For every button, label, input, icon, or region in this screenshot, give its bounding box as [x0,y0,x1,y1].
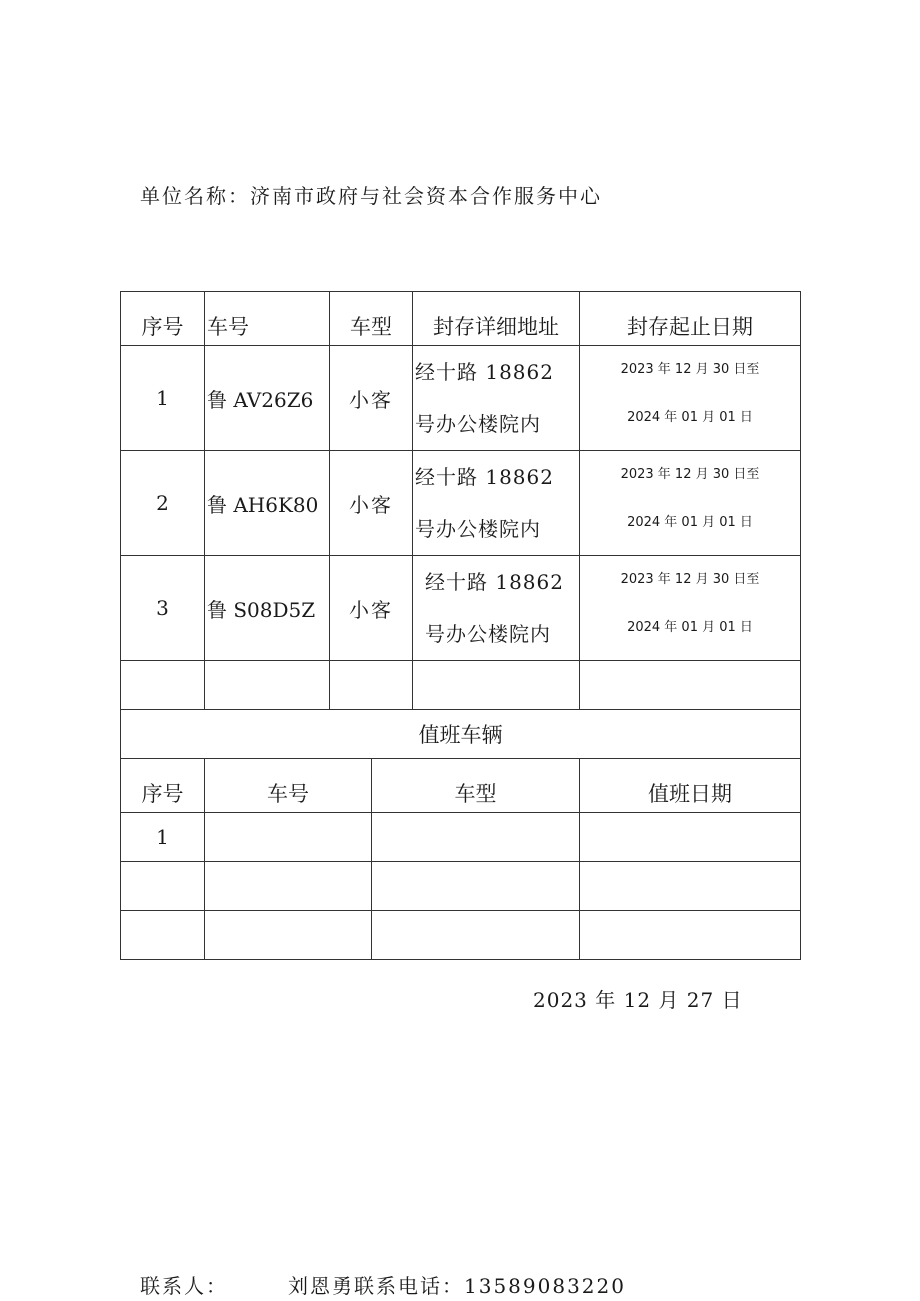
col-header-address: 封存详细地址 [413,292,580,346]
seal-dates [580,451,801,556]
vehicle-table [120,291,801,960]
empty-cell [413,661,580,710]
empty-cell [580,661,801,710]
address-line-1: 经十路 18862 [425,570,564,594]
row-number: 2 [121,451,205,556]
col-header-dates: 封存起止日期 [580,292,801,346]
empty-cell [205,862,372,911]
empty-cell [580,862,801,911]
empty-cell [121,661,205,710]
col-header-type: 车型 [330,292,413,346]
date-to: 2024 年 01 月 01 日 [627,620,753,635]
table-row-empty [121,911,801,960]
plate-number: 鲁 S08D5Z [205,556,330,661]
document-date: 2023 年 12 月 27 日 [533,988,743,1012]
vehicle-type: 小客 [330,451,413,556]
table-row [121,346,801,451]
table-row [121,451,801,556]
empty-cell [205,661,330,710]
empty-cell [121,862,205,911]
duty-section-title: 值班车辆 [121,710,801,759]
seal-address [413,346,580,451]
duty-date [580,813,801,862]
address-line-2: 号办公楼院内 [415,517,541,541]
phone-label: 联系电话： [354,1274,464,1298]
plate-number: 鲁 AV26Z6 [205,346,330,451]
contact-label: 联系人： [140,1274,228,1298]
row-number: 1 [121,346,205,451]
vehicle-type: 小客 [330,346,413,451]
address-line-2: 号办公楼院内 [415,412,541,436]
date-to: 2024 年 01 月 01 日 [627,410,753,425]
empty-cell [372,911,580,960]
unit-line [140,180,602,209]
table-row [121,556,801,661]
empty-cell [121,911,205,960]
duty-col-header-date: 值班日期 [580,759,801,813]
phone-number: 13589083220 [464,1274,626,1298]
empty-cell [372,862,580,911]
date-from: 2023 年 12 月 30 日至 [620,362,760,377]
duty-col-header-plate: 车号 [205,759,372,813]
address-line-1: 经十路 18862 [415,465,554,489]
duty-header-row [121,759,801,813]
duty-title-row [121,710,801,759]
contact-name: 刘恩勇 [288,1274,354,1298]
duty-row-number: 1 [121,813,205,862]
seal-address [413,451,580,556]
duty-col-header-no: 序号 [121,759,205,813]
col-header-no: 序号 [121,292,205,346]
date-from: 2023 年 12 月 30 日至 [620,467,760,482]
col-header-plate: 车号 [205,292,330,346]
sealed-header-row [121,292,801,346]
row-number: 3 [121,556,205,661]
empty-cell [580,911,801,960]
duty-col-header-type: 车型 [372,759,580,813]
unit-label: 单位名称： [140,184,250,208]
seal-dates [580,556,801,661]
seal-dates [580,346,801,451]
address-line-1: 经十路 18862 [415,360,554,384]
duty-plate [205,813,372,862]
empty-cell [330,661,413,710]
duty-type [372,813,580,862]
seal-address [413,556,580,661]
date-to: 2024 年 01 月 01 日 [627,515,753,530]
address-line-2: 号办公楼院内 [425,622,551,646]
table-row [121,813,801,862]
contact-line [140,1270,626,1299]
unit-name: 济南市政府与社会资本合作服务中心 [250,184,602,208]
plate-number: 鲁 AH6K80 [205,451,330,556]
empty-cell [205,911,372,960]
vehicle-type: 小客 [330,556,413,661]
table-row-empty [121,862,801,911]
table-row-empty [121,661,801,710]
date-from: 2023 年 12 月 30 日至 [620,572,760,587]
